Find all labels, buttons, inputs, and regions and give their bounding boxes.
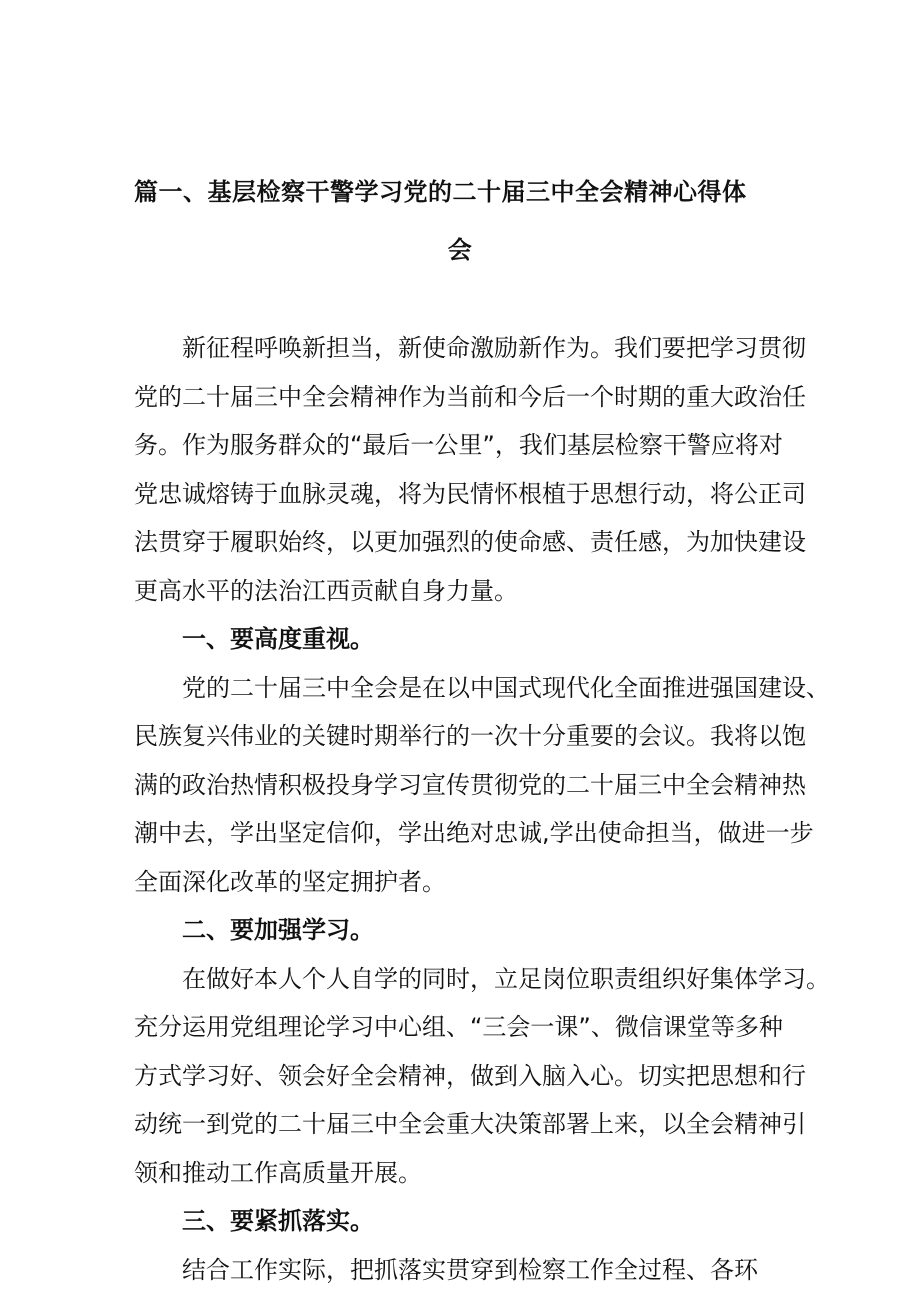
paragraph-1-line-5: 法贯穿于履职始终，以更加强烈的使命感、责任感，为加快建设: [134, 528, 806, 556]
section-heading-1: 一、要高度重视。: [182, 625, 374, 653]
paragraph-3-line-5: 领和推动工作高质量开展。: [134, 1159, 422, 1187]
paragraph-3-line-2: 充分运用党组理论学习中心组、“三会一课”、微信课堂等多种: [134, 1013, 783, 1041]
paragraph-3-line-1: 在做好本人个人自学的同时，立足岗位职责组织好集体学习。: [182, 965, 830, 993]
paragraph-1-line-6: 更高水平的法治江西贡献自身力量。: [134, 577, 518, 605]
document-title-line-1: 篇一、基层检察干警学习党的二十届三中全会精神心得体: [134, 178, 747, 206]
paragraph-3-line-3: 方式学习好、领会好全会精神，做到入脑入心。切实把思想和行: [134, 1062, 806, 1090]
paragraph-1-line-1: 新征程呼唤新担当，新使命激励新作为。我们要把学习贯彻: [182, 334, 806, 362]
paragraph-2-line-3: 满的政治热情积极投身学习宣传贯彻党的二十届三中全会精神热: [134, 771, 806, 799]
document-title-line-2: 会: [447, 236, 473, 264]
paragraph-1-line-3: 务。作为服务群众的“最后一公里”，我们基层检察干警应将对: [134, 431, 783, 459]
paragraph-2-line-5: 全面深化改革的坚定拥护者。: [134, 868, 446, 896]
paragraph-1-line-2: 党的二十届三中全会精神作为当前和今后一个时期的重大政治任: [134, 383, 806, 411]
section-heading-3: 三、要紧抓落实。: [182, 1207, 374, 1235]
paragraph-2-line-2: 民族复兴伟业的关键时期举行的一次十分重要的会议。我将以饱: [134, 722, 806, 750]
paragraph-4-line-1: 结合工作实际，把抓落实贯穿到检察工作全过程、各环: [182, 1256, 758, 1284]
paragraph-1-line-4: 党忠诚熔铸于血脉灵魂，将为民情怀根植于思想行动，将公正司: [134, 480, 806, 508]
section-heading-2: 二、要加强学习。: [182, 916, 374, 944]
paragraph-2-line-1: 党的二十届三中全会是在以中国式现代化全面推进强国建设、: [182, 674, 830, 702]
paragraph-3-line-4: 动统一到党的二十届三中全会重大决策部署上来，以全会精神引: [134, 1110, 806, 1138]
paragraph-2-line-4: 潮中去，学出坚定信仰，学出绝对忠诚,学出使命担当，做进一步: [134, 819, 814, 847]
